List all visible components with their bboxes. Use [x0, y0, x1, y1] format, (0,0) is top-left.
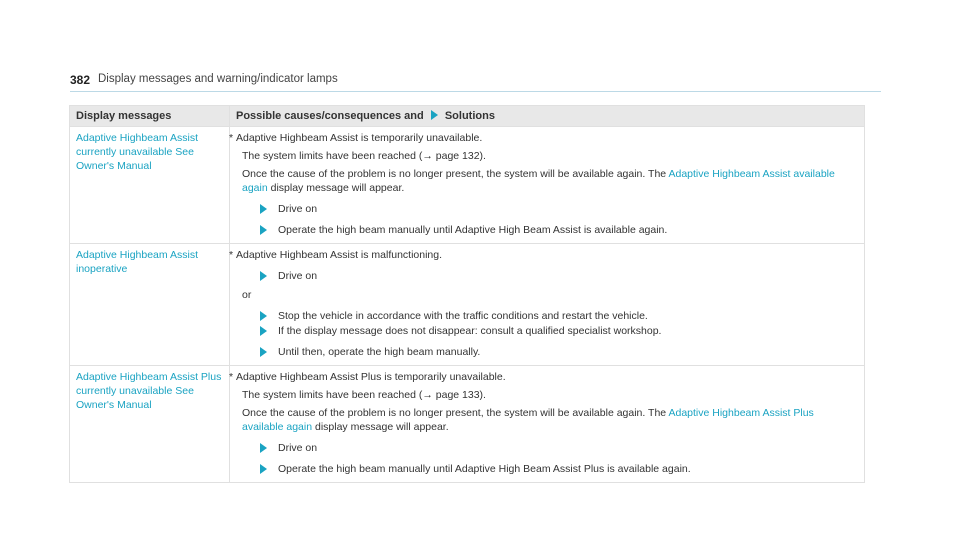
table-row — [70, 366, 865, 483]
cause-line — [229, 370, 858, 384]
recovery-text-start: Once the cause of the problem is no longer present, the system will be available again. The — [242, 168, 669, 180]
page-reference-arrow-icon: → — [422, 389, 433, 401]
action-text: Drive on — [278, 270, 318, 282]
action-text: Stop the vehicle in accordance with the traffic conditions and restart the vehicle. — [278, 310, 648, 322]
action-text: Drive on — [278, 442, 318, 454]
action-arrow-icon — [260, 311, 267, 321]
header-title: Display messages and warning/indicator lamps — [98, 73, 338, 85]
action-arrow-icon — [260, 464, 267, 474]
cause-line — [229, 248, 858, 262]
recovery-message-highlight: Adaptive Highbeam Assist available again — [242, 168, 835, 194]
action-item — [236, 309, 858, 323]
recovery-text-start: Once the cause of the problem is no longer present, the system will be available again. The — [242, 407, 669, 419]
page-reference[interactable]: page 132). — [432, 150, 486, 162]
display-messages-table — [69, 105, 865, 483]
column-header-solutions — [230, 106, 865, 127]
page-number: 382 — [70, 73, 91, 87]
recovery-text-end: display message will appear. — [267, 182, 405, 194]
page-reference[interactable]: page 133). — [432, 389, 486, 401]
action-text: Until then, operate the high beam manually. — [278, 346, 481, 358]
action-item — [236, 202, 858, 216]
column-header-display-messages: Display messages — [70, 106, 230, 127]
page-header — [70, 73, 881, 92]
or-separator: or — [242, 289, 252, 301]
cause-text: Adaptive Highbeam Assist is temporarily unavailable. — [236, 132, 483, 144]
page-reference-arrow-icon: → — [422, 150, 433, 162]
action-text: If the display message does not disappear: consult a qualified specialist workshop. — [278, 325, 662, 337]
action-arrow-icon — [260, 271, 267, 281]
action-arrow-icon — [260, 443, 267, 453]
action-arrow-icon — [260, 225, 267, 235]
recovery-text-end: display message will appear. — [312, 421, 449, 433]
solutions-cell — [230, 366, 865, 483]
action-text: Operate the high beam manually until Adaptive High Beam Assist Plus is available again. — [278, 463, 691, 475]
cause-marker: * — [229, 249, 234, 261]
cause-text: Adaptive Highbeam Assist Plus is temporarily unavailable. — [236, 371, 506, 383]
system-limits-text — [236, 388, 858, 402]
cause-line — [229, 131, 858, 145]
cause-marker: * — [229, 132, 234, 144]
action-item — [236, 441, 858, 455]
action-arrow-icon — [260, 347, 267, 357]
table-row — [70, 127, 865, 244]
solutions-cell — [230, 127, 865, 244]
action-item — [236, 324, 858, 338]
table-row — [70, 244, 865, 366]
column-header-solutions-label: Solutions — [444, 110, 495, 122]
recovery-message-highlight: Adaptive Highbeam Assist Plus available again — [242, 407, 814, 433]
recovery-text — [236, 167, 858, 195]
action-text: Operate the high beam manually until Adaptive High Beam Assist is available again. — [278, 224, 668, 236]
action-item — [236, 345, 858, 359]
system-limits-text — [236, 149, 858, 163]
table-header-row — [70, 106, 865, 127]
action-text: Drive on — [278, 203, 318, 215]
solutions-cell — [230, 244, 865, 366]
action-arrow-icon — [260, 326, 267, 336]
system-limits-label: The system limits have been reached ( — [242, 389, 423, 401]
action-arrow-icon — [260, 204, 267, 214]
display-message-cell: Adaptive Highbeam Assist currently unavailable See Owner's Manual — [70, 127, 230, 244]
action-item — [236, 223, 858, 237]
action-item — [236, 269, 858, 283]
recovery-text — [236, 406, 858, 434]
action-item — [236, 462, 858, 476]
display-message-cell: Adaptive Highbeam Assist Plus currently unavailable See Owner's Manual — [70, 366, 230, 483]
display-message-cell: Adaptive Highbeam Assist inoperative — [70, 244, 230, 366]
column-header-causes-label: Possible causes/consequences and — [236, 110, 424, 122]
system-limits-label: The system limits have been reached ( — [242, 150, 423, 162]
solution-arrow-icon — [431, 110, 438, 120]
cause-marker: * — [229, 371, 234, 383]
cause-text: Adaptive Highbeam Assist is malfunctioning. — [236, 249, 443, 261]
